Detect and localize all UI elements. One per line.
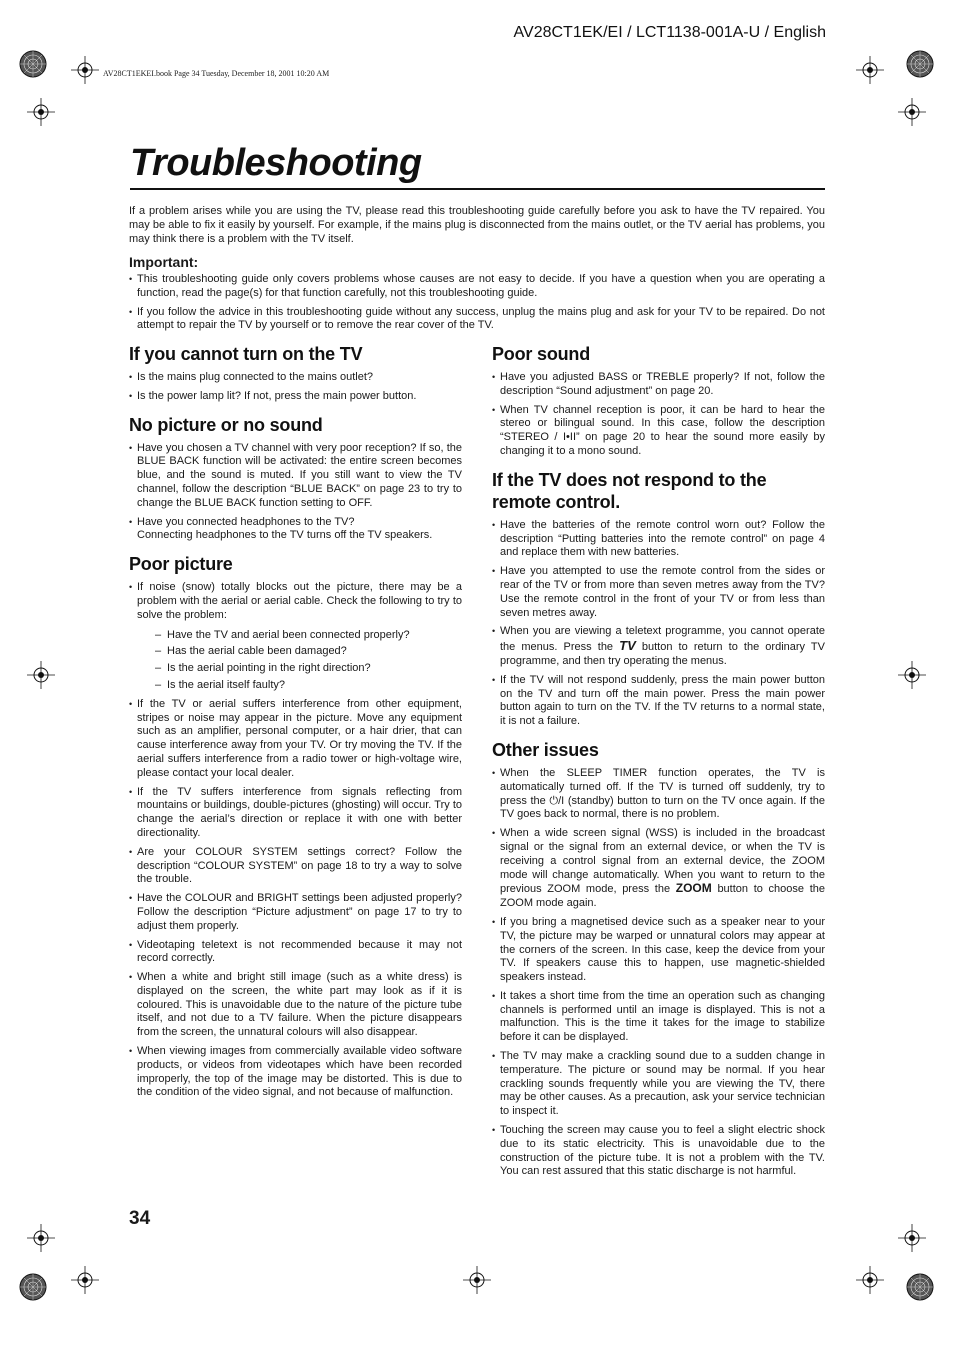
checklist-item: – Have the TV and aerial been connected properly? [155, 629, 462, 643]
registration-mark-top-right-a [856, 56, 884, 84]
list-item: • When TV channel reception is poor, it can be hard to hear the stereo or bilingual sound. In this case, follow the description “STEREO / I•II” on page 20 to hear the sound more easily by changing it to a mono sound. [492, 404, 825, 459]
registration-mark-middle-right [898, 661, 926, 689]
section-heading: Poor picture [129, 554, 233, 575]
intro-paragraph: If a problem arises while you are using the TV, please read this troubleshooting guide carefully before you ask to have the TV repaired. You may be able to fix it easily by yourself. For example, if the mains plug is disconnected from the mains outlet, or the TV aerial has problems, you may think there is a problem with the TV itself. [129, 205, 825, 245]
list-item-line: Have you connected headphones to the TV? [137, 515, 355, 528]
registration-mark-bottom-right-a [898, 1224, 926, 1252]
registration-mark-middle-left [27, 661, 55, 689]
list-item: • Have you chosen a TV channel with very poor reception? If so, the BLUE BACK function will be activated: the entire screen becomes blue, and the sound is muted. If you still want to view the TV channel, follow the description “BLUE BACK” on page 23 to try to change the BLUE BACK function setting to OFF. [129, 442, 462, 511]
list-item: • If the TV or aerial suffers interference from other equipment, stripes or noise may appear in the picture. Move any equipment such as an amplifier, personal computer, or a hair drier, that can cause interference away from your TV. Or try moving the TV. If the aerial suffers interference from a radio tower or high-voltage wire, please contact your local dealer. [129, 698, 462, 781]
list-item-text: When a wide screen signal (WSS) is included in the broadcast signal or the signal from an external device, or when the TV is receiving a control signal from an external device, the ZOOM mode will change automatically. When you want to return to the previous ZOOM mode, press the [500, 827, 825, 896]
list-item-text: button to choose the ZOOM mode again. [500, 883, 825, 910]
important-item: • This troubleshooting guide only covers problems whose causes are not easy to decide. If you have a question when you are operating a function, read the page(s) for that function carefully, not this troubleshooting guide. [129, 273, 825, 301]
list-item: • If the TV suffers interference from signals reflecting from mountains or buildings, double-pictures (ghosting) will occur. Try to change the aerial’s direction or replace it with one with better directionality. [129, 786, 462, 841]
list-item: • Have you adjusted BASS or TREBLE properly? If not, follow the description “Sound adjustment” on page 20. [492, 371, 825, 399]
list-item: • When a white and bright still image (such as a white dress) is displayed on the screen, the white part may look as if it is coloured. This is unavoidable due to the nature of the picture tube itself, and not due to a TV failure. When the picture disappears from the screen, the unnatural colours will also disappear. [129, 971, 462, 1040]
zoom-button-glyph: ZOOM [675, 881, 712, 896]
checklist-item: – Has the aerial cable been damaged? [155, 645, 462, 659]
checklist [137, 629, 462, 693]
list-item-line: Connecting headphones to the TV turns off the TV speakers. [137, 529, 433, 542]
list-item: • When viewing images from commercially available video software products, or videos from videotapes which have been recorded improperly, the top of the image may be distorted. This is due to the condition of the video signal, and not because of malfunction. [129, 1045, 462, 1100]
section-heading: If the TV does not respond to the remote control. [492, 469, 767, 512]
title-rule [130, 188, 825, 190]
rosette-mark-top-left [20, 51, 46, 77]
important-list [129, 273, 825, 338]
book-print-info: AV28CT1EKEI.book Page 34 Tuesday, December 18, 2001 10:20 AM [103, 69, 330, 78]
list-item [492, 767, 825, 822]
section-cannot-turn-on [129, 343, 462, 404]
section-poor-sound [492, 343, 825, 459]
model-code-header: AV28CT1EK/EI / LCT1138-001A-U / English [513, 24, 826, 41]
important-item: • If you follow the advice in this troubleshooting guide without any success, unplug the mains plug and ask for your TV to be repaired. Do not attempt to repair the TV by yourself or to remove the rear cover of the TV. [129, 306, 825, 334]
rosette-mark-bottom-right [907, 1274, 933, 1300]
list-item: • Have the batteries of the remote control worn out? Follow the description “Putting batteries into the remote control” on page 4 and replace them with new batteries. [492, 519, 825, 560]
rosette-mark-bottom-left [20, 1274, 46, 1300]
list-item [129, 581, 462, 693]
checklist-item: – Is the aerial itself faulty? [155, 679, 462, 693]
standby-icon: ⏻/I [549, 794, 565, 807]
section-no-picture-sound [129, 414, 462, 544]
list-item: • Touching the screen may cause you to feel a slight electric shock due to its static electricity. This is unavoidable due to the construction of the picture tube. It is not a problem with the TV. You can rest assured that this static discharge is not harmful. [492, 1124, 825, 1179]
list-item: • The TV may make a crackling sound due to a sudden change in temperature. The picture or sound may be normal. If you hear crackling sounds frequently while you are viewing the TV, there may be other causes. As a precaution, ask your service technician to inspect it. [492, 1050, 825, 1119]
section-heading: No picture or no sound [129, 414, 323, 435]
list-item-text: When you are viewing a teletext programme, you cannot operate the menus. Press the [500, 625, 825, 654]
list-item [492, 625, 825, 668]
page-number: 34 [129, 1208, 151, 1229]
list-item: • If the TV will not respond suddenly, press the main power button on the TV and turn off the main power. Press the main power button again to turn on the TV. If the TV returns to a normal state, it is not a failure. [492, 674, 825, 729]
list-item [492, 827, 825, 911]
rosette-mark-top-right [907, 51, 933, 77]
list-item-text: When the SLEEP TIMER function operates, the TV is automatically turned off. If the TV is turned off suddenly, try to press the [500, 766, 825, 807]
registration-mark-bottom-right-b [856, 1266, 884, 1294]
tv-button-glyph: TV [619, 638, 636, 654]
right-column [492, 343, 825, 1189]
list-item-text: If noise (snow) totally blocks out the picture, there may be a problem with the aerial or aerial cable. Check the following to try to solve the problem: [137, 581, 462, 621]
important-heading: Important: [129, 254, 199, 270]
section-poor-picture [129, 553, 462, 1100]
list-item: • Have the COLOUR and BRIGHT settings been adjusted properly? Follow the description “Picture adjustment” on page 17 to try to adjust them properly. [129, 892, 462, 933]
list-item [129, 516, 462, 544]
list-item: • If you bring a magnetised device such as a speaker near to your TV, the picture may be warped or unnatural colors may appear at the corners of the screen. In this case, keep the device from your TV. If speakers cause this to happen, use magnetic-shielded speakers instead. [492, 916, 825, 985]
page-title: Troubleshooting [130, 142, 422, 184]
section-heading: If you cannot turn on the TV [129, 344, 363, 364]
list-item-text: button to return to the ordinary TV programme, and then try operating the menus. [500, 641, 825, 667]
list-item: • It takes a short time from the time an operation such as changing channels is performed until an image is displayed. This is not a malfunction. This is the time it takes for the image to stabilize before it can be displayed. [492, 990, 825, 1045]
checklist-item: – Is the aerial pointing in the right direction? [155, 662, 462, 676]
section-other-issues [492, 739, 825, 1179]
registration-mark-bottom-center [463, 1266, 491, 1294]
left-column [129, 343, 462, 1110]
list-item: • Videotaping teletext is not recommended because it may not record correctly. [129, 939, 462, 967]
list-item: • Is the mains plug connected to the mains outlet? [129, 371, 462, 385]
registration-mark-bottom-left-b [71, 1266, 99, 1294]
registration-mark-bottom-left-a [27, 1224, 55, 1252]
list-item: • Are your COLOUR SYSTEM settings correct? Follow the description “COLOUR SYSTEM” on page 18 to try a way to solve the trouble. [129, 846, 462, 887]
section-heading: Poor sound [492, 344, 590, 364]
section-heading: Other issues [492, 739, 599, 760]
list-item: • Is the power lamp lit? If not, press the main power button. [129, 390, 462, 404]
list-item: • Have you attempted to use the remote control from the sides or rear of the TV or from more than seven metres away from the TV? Use the remote control in the front of your TV or from less than seven metres away. [492, 565, 825, 620]
registration-mark-top-left-b [27, 98, 55, 126]
section-remote-control [492, 469, 825, 729]
registration-mark-top-right-b [898, 98, 926, 126]
registration-mark-top-left-a [71, 56, 99, 84]
list-item-text: (standby) button to turn on the TV once again. If the TV goes back to normal, there is no problem. [500, 794, 826, 821]
